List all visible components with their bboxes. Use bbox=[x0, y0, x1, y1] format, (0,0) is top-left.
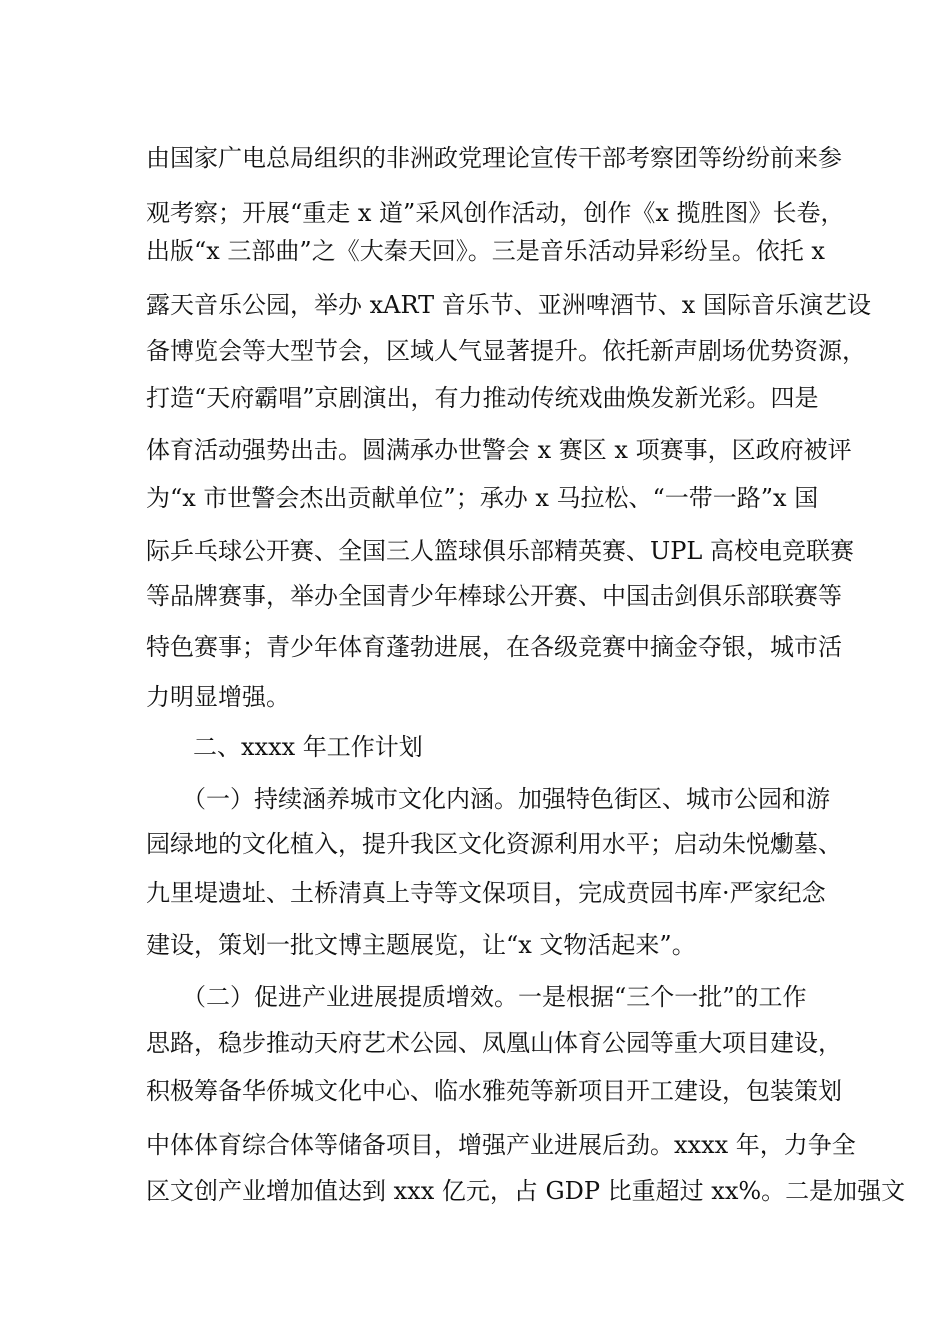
body-text-line: 建设，策划一批文博主题展览，让“x 文物活起来”。 bbox=[146, 931, 696, 959]
body-text-line: 露天音乐公园，举办 xART 音乐节、亚洲啤酒节、x 国际音乐演艺设 bbox=[146, 291, 871, 319]
body-text-line: 九里堤遗址、土桥清真上寺等文保项目，完成贲园书库·严家纪念 bbox=[146, 879, 826, 907]
paragraph-first-line: （一）持续涵养城市文化内涵。加强特色街区、城市公园和游 bbox=[182, 785, 830, 813]
body-text-line: 际乒乓球公开赛、全国三人篮球俱乐部精英赛、UPL 高校电竞联赛 bbox=[146, 537, 854, 565]
body-text-line: 为“x 市世警会杰出贡献单位”；承办 x 马拉松、“一带一路”x 国 bbox=[146, 484, 819, 512]
body-text-line: 打造“天府霸唱”京剧演出，有力推动传统戏曲焕发新光彩。四是 bbox=[146, 384, 819, 412]
body-text-line: 区文创产业增加值达到 xxx 亿元，占 GDP 比重超过 xx%。二是加强文 bbox=[146, 1177, 906, 1205]
body-text-line: 出版“x 三部曲”之《大秦天回》。三是音乐活动异彩纷呈。依托 x bbox=[146, 237, 825, 265]
body-text-line: 特色赛事；青少年体育蓬勃进展，在各级竞赛中摘金夺银，城市活 bbox=[146, 633, 842, 661]
body-text-line: 园绿地的文化植入，提升我区文化资源利用水平；启动朱悦爋墓、 bbox=[146, 830, 842, 858]
body-text-line: 观考察；开展“重走 x 道”采风创作活动，创作《x 揽胜图》长卷， bbox=[146, 199, 845, 227]
body-text-line: 思路，稳步推动天府艺术公园、凤凰山体育公园等重大项目建设， bbox=[146, 1029, 842, 1057]
body-text-line: 中体体育综合体等储备项目，增强产业进展后劲。xxxx 年，力争全 bbox=[146, 1131, 856, 1159]
body-text-line: 由国家广电总局组织的非洲政党理论宣传干部考察团等纷纷前来参 bbox=[146, 144, 842, 172]
body-text-line: 力明显增强。 bbox=[146, 683, 290, 711]
body-text-line: 体育活动强势出击。圆满承办世警会 x 赛区 x 项赛事，区政府被评 bbox=[146, 436, 852, 464]
section-heading: 二、xxxx 年工作计划 bbox=[193, 733, 423, 761]
body-text-line: 等品牌赛事，举办全国青少年棒球公开赛、中国击剑俱乐部联赛等 bbox=[146, 582, 842, 610]
body-text-line: 积极筹备华侨城文化中心、临水雅苑等新项目开工建设，包装策划 bbox=[146, 1077, 842, 1105]
paragraph-first-line: （二）促进产业进展提质增效。一是根据“三个一批”的工作 bbox=[182, 983, 807, 1011]
body-text-line: 备博览会等大型节会，区域人气显著提升。依托新声剧场优势资源， bbox=[146, 337, 866, 365]
